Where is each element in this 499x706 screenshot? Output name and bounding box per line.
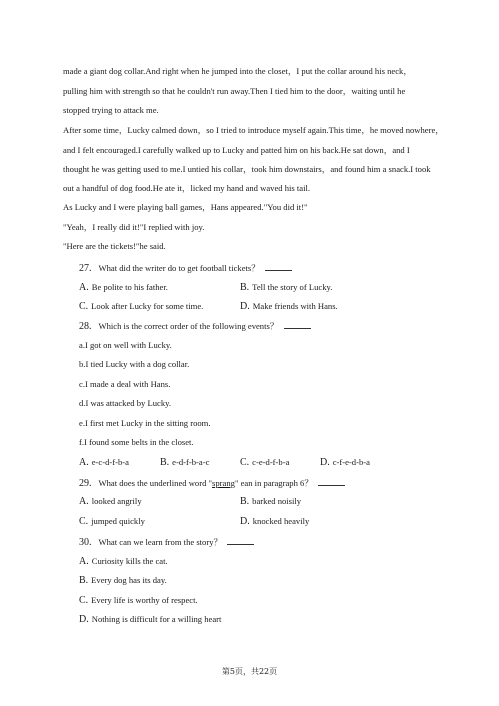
question-text: What does the underlined word " (98, 478, 213, 488)
q30-option-b: B. Every dog has its day. (79, 575, 167, 586)
question-text: What can we learn from the story？ (98, 537, 223, 547)
passage-line: made a giant dog collar.And right when he jumped into the closet，I put the collar around his neck， (63, 66, 412, 76)
question-number: 29. (79, 478, 92, 489)
q28-option-c: C. c-e-d-f-b-a (240, 457, 290, 468)
passage-line: and I felt encouraged.I carefully walked up to Lucky and patted him on his back.He sat down，and I (63, 145, 410, 155)
passage-line: stopped trying to attack me. (63, 105, 159, 115)
q28-option-a: A. e-c-d-f-b-a (79, 457, 129, 468)
question-28 (79, 320, 441, 332)
question-number: 27. (79, 263, 92, 274)
q29-option-b: B. barked noisily (240, 496, 302, 507)
question-30 (79, 536, 441, 548)
question-number: 30. (79, 537, 92, 548)
passage-line: out a handful of dog food.He ate it，licked my hand and waved his tail. (63, 183, 311, 193)
page-footer: 第5页，共22页 (221, 667, 278, 676)
event-item: f.I found some belts in the closet. (79, 437, 194, 447)
answer-blank (265, 262, 292, 271)
passage-line: As Lucky and I were playing ball games，Hans appeared."You did it!" (63, 202, 308, 212)
q27-option-d: D. Make friends with Hans. (240, 301, 338, 312)
event-item: b.I tied Lucky with a dog collar. (79, 359, 190, 369)
q29-option-c: C. jumped quickly (79, 516, 145, 527)
q30-option-c: C. Every life is worthy of respect. (79, 595, 198, 606)
question-27 (79, 262, 441, 274)
q30-option-d: D. Nothing is difficult for a willing heart (79, 614, 222, 625)
q29-option-a: A. looked angrily (79, 496, 142, 507)
event-item: c.I made a deal with Hans. (79, 379, 171, 389)
answer-blank (227, 536, 254, 545)
event-item: a.I got on well with Lucky. (79, 340, 172, 350)
q27-option-b: B. Tell the story of Lucky. (240, 282, 333, 293)
q28-option-b: B. e-d-f-b-a-c (160, 457, 210, 468)
passage-line: "Here are the tickets!"he said. (63, 241, 166, 251)
event-item: d.I was attacked by Lucky. (79, 398, 172, 408)
passage-line: After some time，Lucky calmed down，so I tried to introduce myself again.This time，he moved nowhere， (63, 125, 444, 135)
q29-option-d: D. knocked heavily (240, 516, 310, 527)
question-29 (79, 477, 441, 489)
question-text: Which is the correct order of the following events？ (98, 321, 279, 331)
question-text: What did the writer do to get football tickets？ (98, 263, 260, 273)
q27-option-a: A. Be polite to his father. (79, 282, 168, 293)
q28-option-d: D. c-f-e-d-b-a (320, 457, 370, 468)
q30-option-a: A. Curiosity kills the cat. (79, 556, 168, 567)
underlined-word: sprang (212, 478, 235, 488)
q27-option-c: C. Look after Lucky for some time. (79, 301, 204, 312)
answer-blank (318, 477, 345, 486)
question-text: " ean in paragraph 6？ (234, 478, 313, 488)
event-item: e.I first met Lucky in the sitting room. (79, 418, 211, 428)
passage-line: "Yeah，I really did it!"I replied with joy. (63, 222, 205, 232)
answer-blank (284, 320, 311, 329)
passage-line: thought he was getting used to me.I untied his collar，took him downstairs，and found him a snack.I took (63, 164, 431, 174)
passage-line: pulling him with strength so that he couldn't run away.Then I tied him to the door，waiting until he (63, 86, 406, 96)
question-number: 28. (79, 321, 92, 332)
